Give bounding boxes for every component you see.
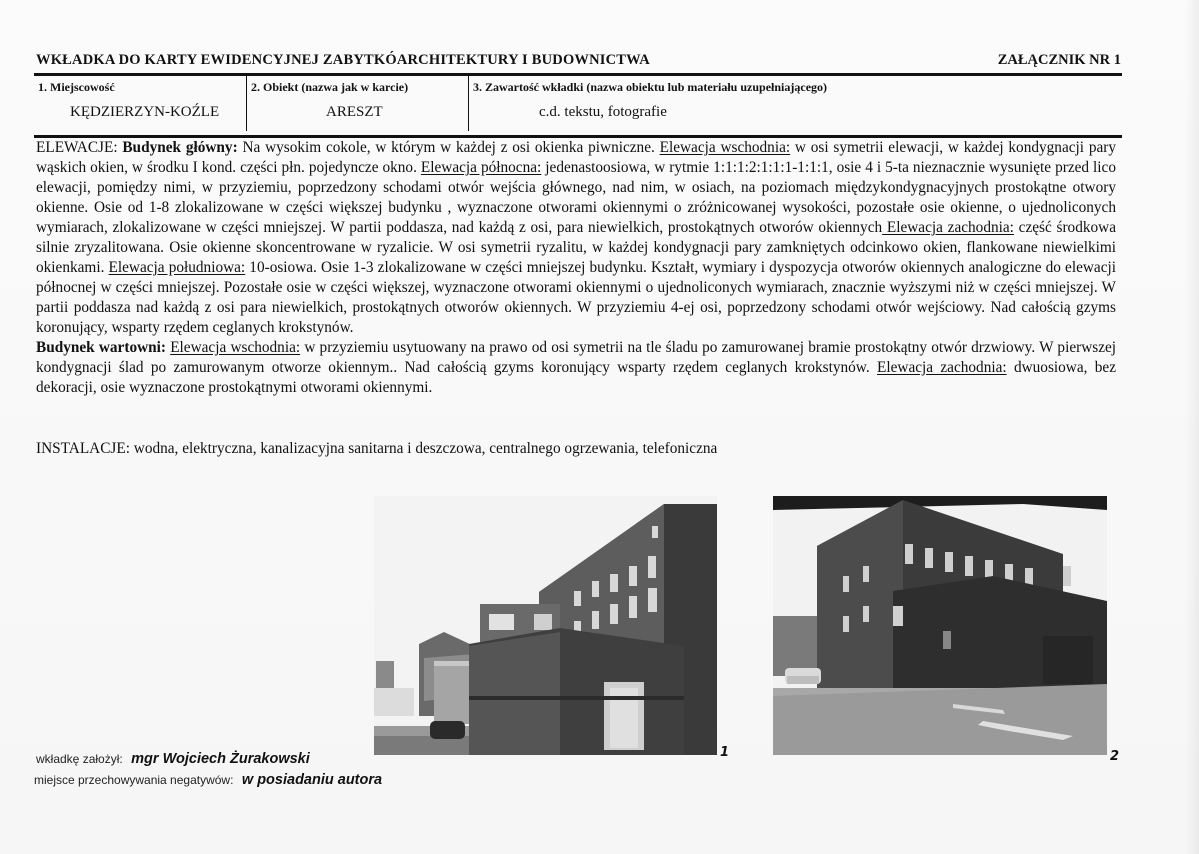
photo-1-image	[374, 496, 717, 755]
document-title: WKŁADKA DO KARTY EWIDENCYJNEJ ZABYTKÓARCHITEKTURY I BUDOWNICTWA	[36, 52, 650, 68]
negatives-label: miejsce przechowywania negatywów:	[34, 773, 234, 787]
text-segment: dwuosiowa, bez dekoracji, osie wyznaczone prostokątnymi otworami okiennymi.	[36, 359, 1117, 396]
author-line	[36, 750, 384, 772]
negatives-line	[34, 771, 382, 793]
page-shadow-edge	[1185, 0, 1199, 854]
north-elevation-label: Elewacja północna:	[420, 159, 542, 176]
annex-number: ZAŁĄCZNIK NR 1	[997, 52, 1121, 68]
field-contents	[468, 76, 1123, 131]
installations-text: INSTALACJE: wodna, elektryczna, kanalizacyjna sanitarna i deszczowa, centralnego ogrzewania, telefoniczna	[36, 440, 718, 457]
main-building-label: Budynek główny:	[122, 139, 238, 156]
south-elevation-label: Elewacja południowa:	[108, 259, 246, 276]
guardhouse-paragraph	[36, 338, 1116, 398]
document-header	[36, 52, 1121, 70]
author-name: mgr Wojciech Żurakowski	[131, 751, 310, 767]
text-segment: jedenastoosiowa, w rytmie 1:1:1:2:1:1:1-1:1:1, osie 4 i 5-ta nieznacznie wysunięte przed lico elewacji, pomiędzy nimi, w przyziemiu, poprzedzony schodami otwór wejścia głównego, nad nim, w osiach, na poziomach międzykondygnacyjnych prostokątne otwory okienne. Osie od 1-8 zlokalizowane w części większej budynku , wyznaczone otworami okiennymi o zróżnicowanej wysokości, pozostałe osie okienne, o ujednoliconych wymiarach, zlokalizowane w części mniejszej. W partii poddasza, nad każdą z osi, para niewielkich, prostokątnych otworów okiennych	[36, 159, 1116, 236]
guardhouse-east-label: Elewacja wschodnia:	[170, 339, 301, 356]
text-segment: część środkowa silnie zryzalitowana. Osie okienne skoncentrowane w ryzalicie. W osi symetrii ryzalitu, w każdej kondygnacji pary zamkniętych odcinkowo okien, flankowane niewielkimi okienkami.	[36, 219, 1116, 276]
elevations-paragraph	[36, 138, 1116, 338]
field-value: ARESZT	[326, 104, 383, 120]
description-text	[36, 138, 1116, 398]
credits	[36, 750, 384, 794]
elevations-intro: ELEWACJE:	[36, 139, 123, 156]
field-location	[34, 76, 245, 131]
photo-number: 2	[1110, 749, 1120, 764]
field-value: c.d. tekstu, fotografie	[539, 104, 667, 120]
photo-1	[374, 496, 717, 755]
photo-2	[773, 496, 1107, 755]
text-segment: w przyziemiu usytuowany na prawo od osi symetrii na tle śladu po zamurowanej bramie prostokątny otwór drzwiowy. W pierwszej kondygnacji ślad po zamurowanym otworze okiennym.. Nad całością gzyms koronujący wsparty rzędem ceglanych krokstynów.	[36, 339, 1117, 376]
guardhouse-label: Budynek wartowni:	[36, 339, 166, 356]
text-segment: 10-osiowa. Osie 1-3 zlokalizowane w części mniejszej budynku. Kształt, wymiary i dyspozycja otworów okiennych analogiczne do elewacji północnej w części mniejszej. Pozostałe osie w części większej, wyznaczone otworami okiennymi o ujednoliconych wymiarach, znacznie wyższymi niż w części mniejszej. W partii poddasza nad każdą z osi para niewielkich, prostokątnych otworów okiennych. W przyziemiu 4-ej osi, poprzedzony schodami otwór wejściowy. Nad całością gzyms koronujący, wsparty rzędem ceglanych krokstynów.	[36, 259, 1116, 336]
field-label: 1. Miejscowość	[38, 80, 115, 94]
field-label: 3. Zawartość wkładki (nazwa obiektu lub materiału uzupełniającego)	[473, 80, 828, 94]
photo-number: 1	[720, 745, 730, 760]
east-elevation-label: Elewacja wschodnia:	[659, 139, 791, 156]
west-elevation-label: Elewacja zachodnia:	[882, 219, 1014, 236]
field-label: 2. Obiekt (nazwa jak w karcie)	[251, 80, 409, 94]
field-value: KĘDZIERZYN-KOŹLE	[70, 104, 220, 120]
author-label: wkładkę założył:	[36, 752, 123, 766]
text-segment: Na wysokim cokole, w którym w każdej z osi okienka piwniczne.	[237, 139, 660, 156]
negatives-location: w posiadaniu autora	[241, 772, 383, 788]
field-object	[246, 76, 467, 131]
text-segment: w osi symetrii elewacji, w każdej kondygnacji pary wąskich okien, w środku I kond. części płn. pojedyncze okno.	[36, 139, 1116, 176]
fields-table	[34, 76, 1122, 135]
photo-2-image	[773, 496, 1107, 755]
guardhouse-west-label: Elewacja zachodnia:	[877, 359, 1007, 376]
